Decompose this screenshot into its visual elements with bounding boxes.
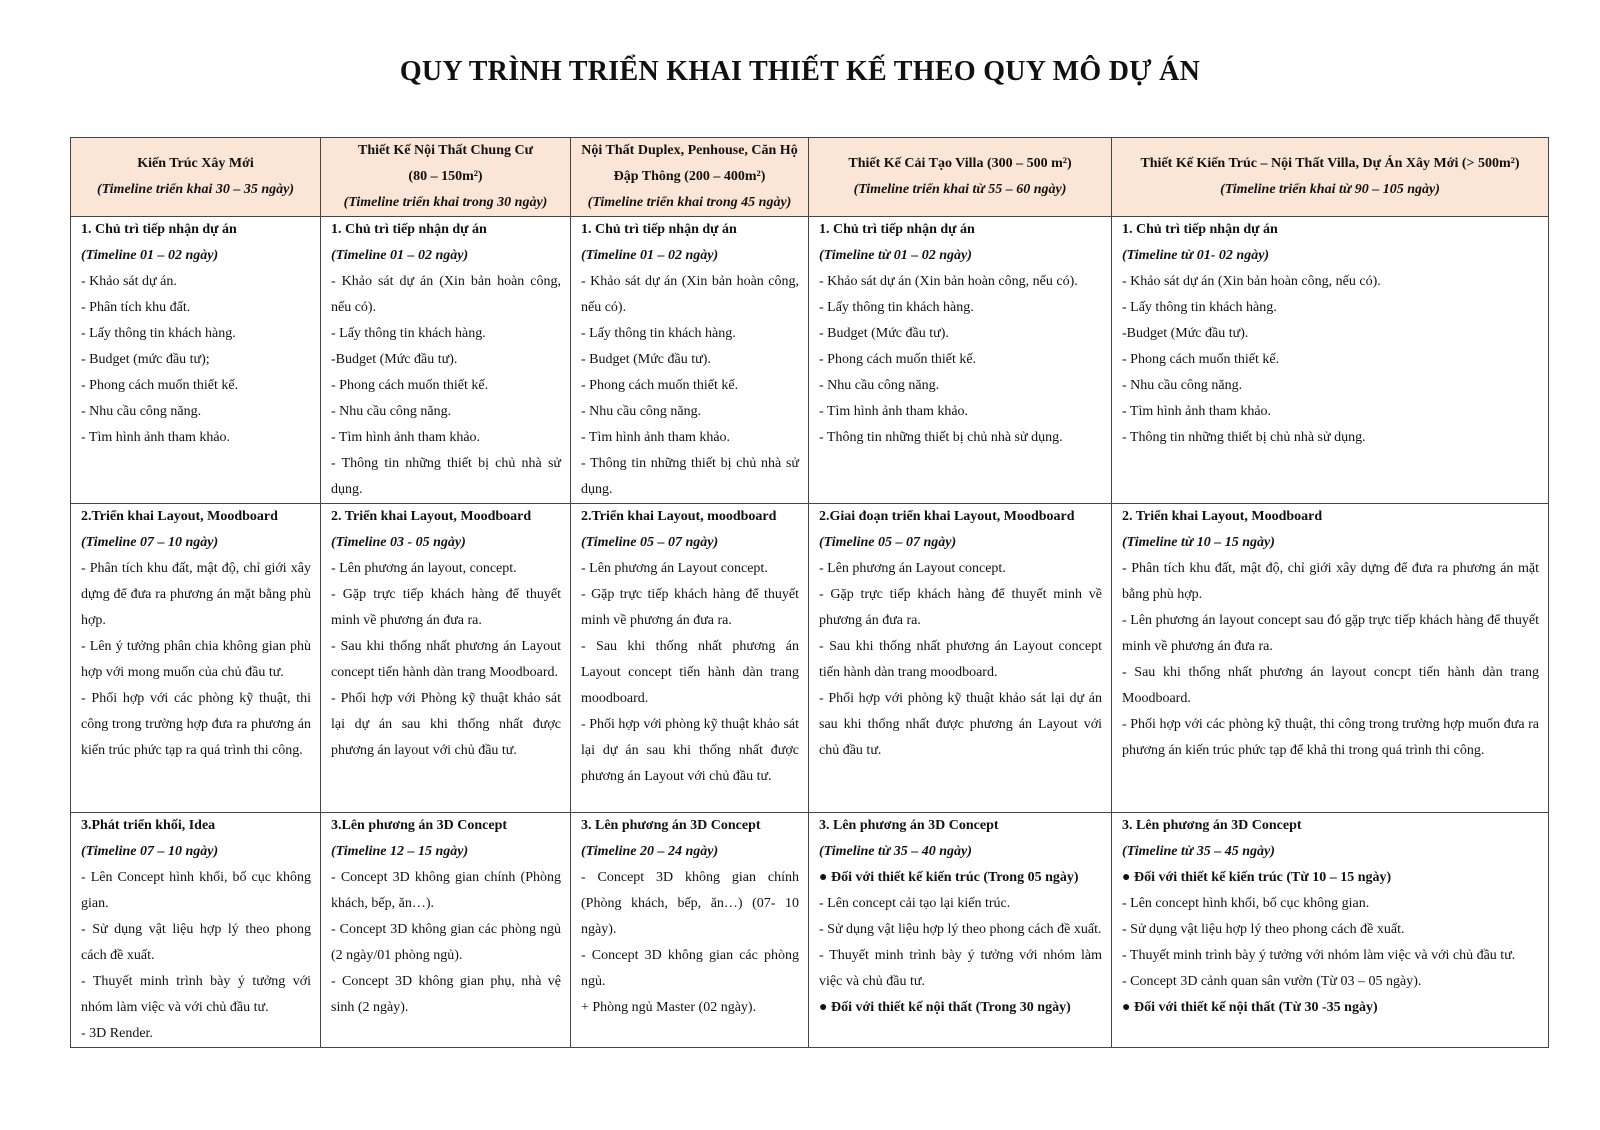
list-item: - Phong cách muốn thiết kế.: [581, 378, 739, 393]
list-item: - Nhu cầu công năng.: [819, 378, 940, 393]
phase-cell: [321, 813, 571, 1048]
process-table: [70, 137, 1549, 1048]
list-item: - Nhu cầu công năng.: [81, 404, 202, 419]
phase-row: [71, 217, 1549, 504]
list-item: - Thuyết minh trình bày ý tưởng với nhóm làm việc và với chủ đầu tư.: [1122, 948, 1516, 963]
phase-cell: [809, 813, 1112, 1048]
column-name: Thiết Kế Kiến Trúc – Nội Thất Villa, Dự Án Xây Mới (> 500m²): [1140, 156, 1520, 171]
phase-title: 3.Phát triển khối, Idea: [81, 818, 216, 833]
list-item: - Lên phương án Layout concept.: [819, 561, 1006, 576]
list-item: - Sau khi thống nhất phương án Layout concept tiến hành dàn trang Moodboard.: [331, 639, 561, 680]
phase-title: 1. Chủ trì tiếp nhận dự án: [81, 222, 237, 237]
list-item: - Thông tin những thiết bị chủ nhà sử dụng.: [819, 430, 1063, 445]
phase-title: 2. Triển khai Layout, Moodboard: [331, 509, 532, 524]
phase-cell: [809, 217, 1112, 504]
list-item: - Thông tin những thiết bị chủ nhà sử dụng.: [1122, 430, 1366, 445]
list-item: - Thông tin những thiết bị chủ nhà sử dụng.: [581, 456, 799, 497]
column-size: (80 – 150m²): [408, 169, 483, 184]
phase-cell: [71, 504, 321, 813]
list-item: - Sử dụng vật liệu hợp lý theo phong cách đề xuất.: [81, 922, 311, 963]
phase-title: 2.Triển khai Layout, moodboard: [581, 509, 777, 524]
list-item: - Concept 3D không gian các phòng ngủ.: [581, 948, 799, 989]
list-item: - Phong cách muốn thiết kế.: [1122, 352, 1280, 367]
list-item: - Budget (Mức đầu tư).: [581, 352, 711, 367]
list-item: - Phối hợp với phòng kỹ thuật khảo sát lại dự án sau khi thống nhất được phương án Layout với chủ đầu tư.: [581, 717, 799, 784]
list-item: - Gặp trực tiếp khách hàng để thuyết minh về phương án đưa ra.: [819, 587, 1102, 628]
list-item: - Lấy thông tin khách hàng.: [331, 326, 486, 341]
phase-cell: [1112, 217, 1549, 504]
list-item: - Sau khi thống nhất phương án layout concpt tiến hành dàn trang Moodboard.: [1122, 665, 1539, 706]
list-item: - Phong cách muốn thiết kế.: [819, 352, 977, 367]
column-name: Kiến Trúc Xây Mới: [137, 156, 254, 171]
phase-row: [71, 504, 1549, 813]
list-item: - Budget (mức đầu tư);: [81, 352, 210, 367]
column-timeline: (Timeline triển khai trong 30 ngày): [343, 195, 548, 210]
list-item: - 3D Render.: [81, 1026, 153, 1041]
phase-row: [71, 813, 1549, 1048]
phase-timeline: (Timeline từ 35 – 40 ngày): [819, 844, 972, 859]
list-item: - Concept 3D không gian phụ, nhà vệ sinh (2 ngày).: [331, 974, 561, 1015]
phase-title: 3. Lên phương án 3D Concept: [581, 818, 761, 833]
list-item: -Budget (Mức đầu tư).: [1122, 326, 1249, 341]
phase-cell: [1112, 504, 1549, 813]
list-item: - Phối hợp với các phòng kỹ thuật, thi công trong trường hợp đưa ra phương án kiến trúc phức tạp ra quá trình thi công.: [81, 691, 311, 758]
column-header: [571, 138, 809, 217]
list-item: - Lấy thông tin khách hàng.: [1122, 300, 1277, 315]
list-item: - Phân tích khu đất, mật độ, chỉ giới xây dựng để đưa ra phương án mặt bằng phù hợp.: [81, 561, 311, 628]
page-title: QUY TRÌNH TRIỂN KHAI THIẾT KẾ THEO QUY MÔ DỰ ÁN: [399, 56, 1201, 87]
phase-title: 1. Chủ trì tiếp nhận dự án: [819, 222, 975, 237]
phase-timeline: (Timeline từ 01- 02 ngày): [1122, 248, 1270, 263]
phase-title: 1. Chủ trì tiếp nhận dự án: [1122, 222, 1278, 237]
phase-cell: [571, 504, 809, 813]
list-item: - Tìm hình ảnh tham khảo.: [1122, 404, 1272, 419]
phase-title: 3. Lên phương án 3D Concept: [1122, 818, 1302, 833]
column-header: [1112, 138, 1549, 217]
phase-title: 1. Chủ trì tiếp nhận dự án: [331, 222, 487, 237]
phase-timeline: (Timeline từ 01 – 02 ngày): [819, 248, 972, 263]
phase-subheading: ● Đối với thiết kế kiến trúc (Trong 05 ngày): [819, 870, 1079, 885]
list-item: - Phong cách muốn thiết kế.: [331, 378, 489, 393]
phase-title: 1. Chủ trì tiếp nhận dự án: [581, 222, 737, 237]
list-item: - Thông tin những thiết bị chủ nhà sử dụng.: [331, 456, 561, 497]
phase-subheading: ● Đối với thiết kế nội thất (Từ 30 -35 ngày): [1122, 1000, 1378, 1015]
phase-timeline: (Timeline 07 – 10 ngày): [81, 535, 219, 550]
list-item: - Khảo sát dự án.: [81, 274, 177, 289]
list-item: - Concept 3D không gian chính (Phòng khách, bếp, ăn…) (07- 10 ngày).: [581, 870, 799, 937]
list-item: - Phân tích khu đất, mật độ, chỉ giới xây dựng để đưa ra phương án mặt bằng phù hợp.: [1122, 561, 1539, 602]
phase-timeline: (Timeline 03 - 05 ngày): [331, 535, 466, 550]
phase-timeline: (Timeline 01 – 02 ngày): [331, 248, 469, 263]
list-item: - Phối hợp với Phòng kỹ thuật khảo sát lại dự án sau khi thống nhất được phương án layout với chủ đầu tư.: [331, 691, 561, 758]
phase-title: 2. Triển khai Layout, Moodboard: [1122, 509, 1323, 524]
list-item: -Budget (Mức đầu tư).: [331, 352, 458, 367]
phase-timeline: (Timeline 01 – 02 ngày): [581, 248, 719, 263]
phase-cell: [571, 217, 809, 504]
list-item: - Lên ý tưởng phân chia không gian phù hợp với mong muốn của chủ đầu tư.: [81, 639, 311, 680]
list-item: - Concept 3D cảnh quan sân vườn (Từ 03 – 05 ngày).: [1122, 974, 1422, 989]
phase-timeline: (Timeline 12 – 15 ngày): [331, 844, 469, 859]
list-item: - Nhu cầu công năng.: [1122, 378, 1243, 393]
list-item: - Sau khi thống nhất phương án Layout concept tiến hành dàn trang moodboard.: [819, 639, 1102, 680]
list-item: - Sử dụng vật liệu hợp lý theo phong cách đề xuất.: [819, 922, 1102, 937]
list-item: - Phối hợp với phòng kỹ thuật khảo sát lại dự án sau khi thống nhất được phương án Layout với chủ đầu tư.: [819, 691, 1102, 758]
list-item: - Gặp trực tiếp khách hàng để thuyết minh về phương án đưa ra.: [581, 587, 799, 628]
column-name: Thiết Kế Cải Tạo Villa (300 – 500 m²): [848, 156, 1072, 171]
phase-timeline: (Timeline từ 10 – 15 ngày): [1122, 535, 1275, 550]
list-item: - Thuyết minh trình bày ý tưởng với nhóm làm việc và với chủ đầu tư.: [81, 974, 311, 1015]
list-item: - Khảo sát dự án (Xin bản hoàn công, nếu có).: [581, 274, 799, 315]
list-item: - Khảo sát dự án (Xin bản hoàn công, nếu có).: [331, 274, 561, 315]
list-item: - Lấy thông tin khách hàng.: [81, 326, 236, 341]
list-item: - Phong cách muốn thiết kế.: [81, 378, 239, 393]
list-item: - Lên phương án Layout concept.: [581, 561, 768, 576]
list-item: - Phối hợp với các phòng kỹ thuật, thi công trong trường hợp muốn đưa ra phương án kiến trúc phức tạp để khả thi trong quá trình thi công.: [1122, 717, 1539, 758]
list-item: - Sau khi thống nhất phương án Layout concept tiến hành dàn trang moodboard.: [581, 639, 799, 706]
phase-timeline: (Timeline từ 35 – 45 ngày): [1122, 844, 1275, 859]
phase-title: 2.Giai đoạn triển khai Layout, Moodboard: [819, 509, 1075, 524]
phase-subheading: ● Đối với thiết kế kiến trúc (Từ 10 – 15 ngày): [1122, 870, 1392, 885]
phase-timeline: (Timeline 05 – 07 ngày): [819, 535, 957, 550]
list-item: - Tìm hình ảnh tham khảo.: [81, 430, 231, 445]
phase-cell: [571, 813, 809, 1048]
list-item: - Tìm hình ảnh tham khảo.: [581, 430, 731, 445]
list-item: - Gặp trực tiếp khách hàng để thuyết minh về phương án đưa ra.: [331, 587, 561, 628]
list-item: - Lấy thông tin khách hàng.: [581, 326, 736, 341]
list-item: - Lên phương án layout, concept.: [331, 561, 517, 576]
column-header: [809, 138, 1112, 217]
list-item: - Lên phương án layout concept sau đó gặp trực tiếp khách hàng để thuyết minh về phương án đưa ra.: [1122, 613, 1539, 654]
column-timeline: (Timeline triển khai từ 55 – 60 ngày): [853, 182, 1067, 197]
list-item: + Phòng ngủ Master (02 ngày).: [581, 1000, 757, 1015]
list-item: - Lên concept hình khối, bố cục không gian.: [1122, 896, 1370, 911]
phase-timeline: (Timeline 05 – 07 ngày): [581, 535, 719, 550]
header-row: [71, 138, 1549, 217]
phase-cell: [71, 217, 321, 504]
list-item: - Concept 3D không gian các phòng ngủ (2 ngày/01 phòng ngủ).: [331, 922, 561, 963]
phase-cell: [1112, 813, 1549, 1048]
phase-title: 3.Lên phương án 3D Concept: [331, 818, 508, 833]
column-header: [71, 138, 321, 217]
phase-cell: [71, 813, 321, 1048]
phase-subheading: ● Đối với thiết kế nội thất (Trong 30 ngày): [819, 1000, 1071, 1015]
list-item: - Nhu cầu công năng.: [581, 404, 702, 419]
column-timeline: (Timeline triển khai 30 – 35 ngày): [96, 182, 295, 197]
phase-cell: [321, 217, 571, 504]
phase-timeline: (Timeline 01 – 02 ngày): [81, 248, 219, 263]
phase-timeline: (Timeline 20 – 24 ngày): [581, 844, 719, 859]
phase-title: 2.Triển khai Layout, Moodboard: [81, 509, 278, 524]
column-name: Nội Thất Duplex, Penhouse, Căn Hộ Đập Thông (200 – 400m²): [581, 143, 798, 184]
column-header: [321, 138, 571, 217]
list-item: - Nhu cầu công năng.: [331, 404, 452, 419]
phase-cell: [809, 504, 1112, 813]
list-item: - Lấy thông tin khách hàng.: [819, 300, 974, 315]
list-item: - Lên Concept hình khối, bố cục không gian.: [81, 870, 311, 911]
phase-cell: [321, 504, 571, 813]
list-item: - Concept 3D không gian chính (Phòng khách, bếp, ăn…).: [331, 870, 561, 911]
column-name: Thiết Kế Nội Thất Chung Cư: [357, 143, 533, 158]
list-item: - Tìm hình ảnh tham khảo.: [331, 430, 481, 445]
list-item: - Budget (Mức đầu tư).: [819, 326, 949, 341]
phase-title: 3. Lên phương án 3D Concept: [819, 818, 999, 833]
column-timeline: (Timeline triển khai trong 45 ngày): [587, 195, 792, 210]
list-item: - Thuyết minh trình bày ý tưởng với nhóm làm việc và chủ đầu tư.: [819, 948, 1102, 989]
list-item: - Tìm hình ảnh tham khảo.: [819, 404, 969, 419]
list-item: - Khảo sát dự án (Xin bản hoàn công, nếu có).: [1122, 274, 1381, 289]
column-timeline: (Timeline triển khai từ 90 – 105 ngày): [1220, 182, 1440, 197]
phase-timeline: (Timeline 07 – 10 ngày): [81, 844, 219, 859]
list-item: - Khảo sát dự án (Xin bản hoàn công, nếu có).: [819, 274, 1078, 289]
list-item: - Lên concept cải tạo lại kiến trúc.: [819, 896, 1011, 911]
list-item: - Sử dụng vật liệu hợp lý theo phong cách đề xuất.: [1122, 922, 1405, 937]
list-item: - Phân tích khu đất.: [81, 300, 191, 315]
